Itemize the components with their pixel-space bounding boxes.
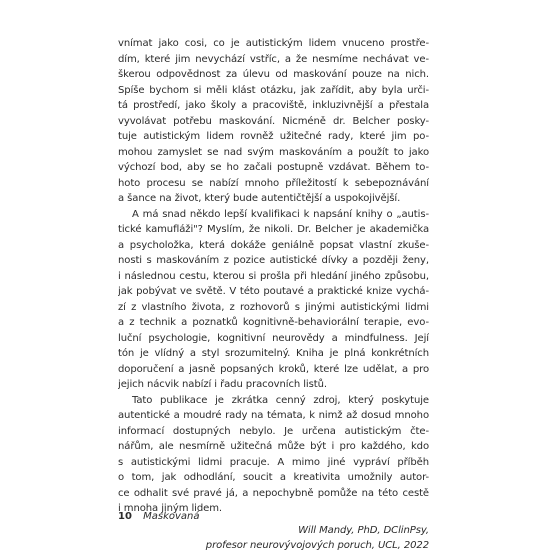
text-line: jak pobývat ve světě. V této poutavé a praktické knize vychá- xyxy=(118,286,429,297)
text-line: i mnoha jiným lidem. xyxy=(118,503,223,514)
text-line: luční psychologie, kognitivní neurovědy a mindfulness. Její xyxy=(118,332,429,344)
paragraph xyxy=(118,393,429,517)
foreword-signature xyxy=(118,523,429,554)
signature-author: Will Mandy, PhD, DClinPsy, xyxy=(298,524,429,536)
text-line: tické kamufláži"? Myslím, že nikoli. Dr. Belcher je akademička xyxy=(118,224,429,235)
text-line: hoto procesu se nabízí mnoho příležitostí k sebepoznávání xyxy=(118,177,429,189)
text-line: škerou odpovědnost za úlevu od maskování pouze na nich. xyxy=(118,69,429,80)
text-line: jejich nácvik nabízí i řadu pracovních listů. xyxy=(118,379,327,390)
paragraph xyxy=(118,207,429,393)
text-line: a šance na život, který bude autentičtější a uspokojivější. xyxy=(118,193,401,204)
page-footer xyxy=(118,511,200,522)
text-line: autentické a moudré rady na témata, k nimž až dosud mnoho xyxy=(118,410,429,421)
text-line: výchozí bod, aby se ho začali postupně vzdávat. Během to- xyxy=(118,162,429,173)
text-line: a psycholožka, která dokáže geniálně popsat vlastní zkuše- xyxy=(118,239,429,251)
text-line: nářům, ale nesmírně užitečná může být i pro každého, kdo xyxy=(118,441,429,452)
text-line: informací dostupných nebylo. Je určena autistickým čte- xyxy=(118,425,429,437)
text-line: tón je vlídný a styl srozumitelný. Kniha je plná konkrétních xyxy=(118,348,429,359)
text-line: a z technik a poznatků kognitivně-behaviorální terapie, evo- xyxy=(118,317,429,328)
body-text xyxy=(118,36,429,554)
text-line: tá prostředí, jako školy a pracoviště, inkluzivnější a přestala xyxy=(118,100,429,111)
text-line: nosti s maskováním z pozice autistické dívky a později ženy, xyxy=(118,255,429,266)
text-line: vnímat jako cosi, co je autistickým lidem vnuceno prostře- xyxy=(118,38,429,49)
text-line: doporučení a jasně popsaných kroků, které lze udělat, a pro xyxy=(118,363,429,375)
page-number: 10 xyxy=(118,511,132,522)
paragraph xyxy=(118,36,429,207)
text-line: Tato publikace je zkrátka cenný zdroj, který poskytuje xyxy=(132,394,429,406)
text-line: mohou zamyslet se nad svým maskováním a použít to jako xyxy=(118,146,429,158)
text-line: zí z vlastního života, z rozhovorů s jinými autistickými lidmi xyxy=(118,301,429,313)
text-line: s autistickými lidmi pracuje. A mimo jiné vypráví příběh xyxy=(118,456,429,468)
text-line: o tom, jak odhodlání, soucit a kreativita umožnily autor- xyxy=(118,472,429,483)
running-title: Maskovaná xyxy=(143,511,200,522)
text-line: dím, které jim nevychází vstříc, a že nesmíme nechávat ve- xyxy=(118,53,429,65)
text-line: ce odhalit své pravé já, a nepochybně pomůže na této cestě xyxy=(118,487,429,499)
signature-affiliation: profesor neurovývojových poruch, UCL, 2022 xyxy=(205,540,429,551)
text-line: vyvolávat potřebu maskování. Nicméně dr. Belcher posky- xyxy=(118,115,429,127)
text-line: Spíše bychom si měli klást otázku, jak zařídit, aby byla urči- xyxy=(118,84,429,96)
text-line: i následnou cestu, kterou si prošla při hledání jiného způsobu, xyxy=(118,270,429,282)
text-line: tuje autistickým lidem rovněž užitečné rady, které jim po- xyxy=(118,131,429,142)
text-line: A má snad někdo lepší kvalifikaci k napsání knihy o „autis- xyxy=(132,208,429,220)
